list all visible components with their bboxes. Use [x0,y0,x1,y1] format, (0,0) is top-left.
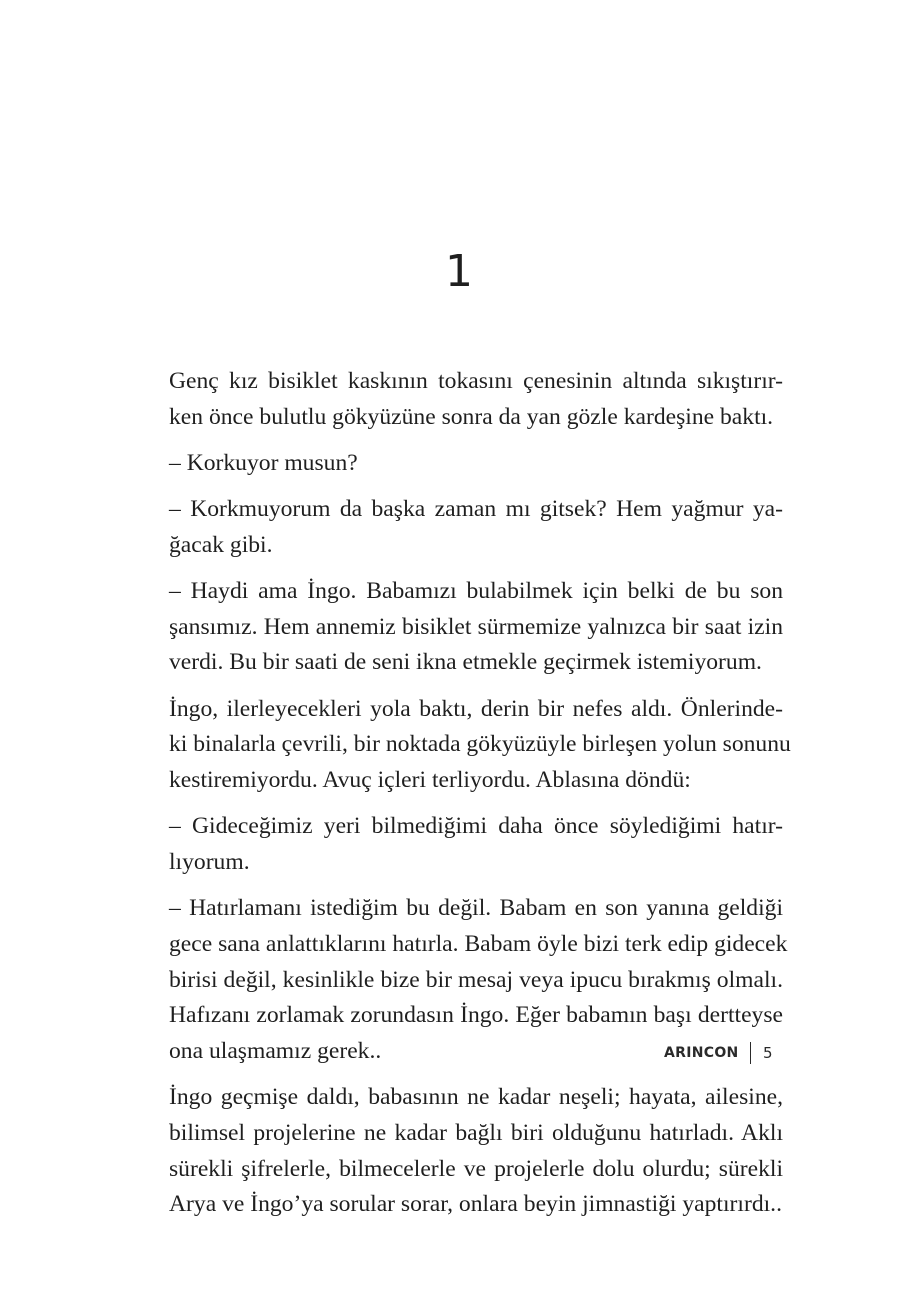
page-number: 5 [763,1044,773,1062]
text-line: şansımız. Hem annemiz bisiklet sürmemize yalnızca bir saat izin [169,613,783,640]
text-line: Genç kız bisiklet kaskının tokasını çenesinin altında sıkıştırır- [169,368,783,394]
text-line: ken önce bulutlu gökyüzüne sonra da yan gözle kardeşine baktı. [169,403,774,430]
text-line: Arya ve İngo’ya sorular sorar, onlara beyin jimnastiği yaptırırdı.. [169,1191,782,1218]
text-line: Hafızanı zorlamak zorundasın İngo. Eğer babamın başı dertteyse [169,1002,783,1029]
chapter-body [137,364,791,1233]
dialogue-paragraph [137,446,783,482]
text-line: sürekli şifrelerle, bilmecelerle ve projelerle dolu olurdu; sürekli [169,1155,783,1182]
text-line: İngo, ilerleyecekleri yola baktı, derin bir nefes aldı. Önlerinde- [169,695,783,722]
text-line: ona ulaşmamız gerek.. [169,1037,382,1064]
paragraph [137,1080,783,1223]
text-line: – Korkmuyorum da başka zaman mı gitsek? Hem yağmur ya- [169,496,783,523]
dialogue-paragraph [137,492,783,563]
running-head: ARINCON [664,1045,739,1061]
paragraph [137,692,791,799]
chapter-number: 1 [445,246,473,297]
text-line: İngo geçmişe daldı, babasının ne kadar neşeli; hayata, ailesine, [169,1084,783,1111]
text-line: lıyorum. [169,848,250,875]
text-line: – Gideceğimiz yeri bilmediğimi daha önce söylediğimi hatır- [169,813,783,840]
text-line: – Korkuyor musun? [169,449,358,476]
text-line: kestiremiyordu. Avuç içleri terliyordu. Ablasına döndü: [169,767,691,794]
text-line: birisi değil, kesinlikle bize bir mesaj veya ipucu bırakmış olmalı. [169,966,783,993]
page-footer [664,1038,773,1068]
text-line: – Haydi ama İngo. Babamızı bulabilmek için belki de bu son [169,578,783,605]
text-line: ğacak gibi. [169,531,273,558]
text-line: gece sana anlattıklarını hatırla. Babam öyle bizi terk edip gidecek [169,930,788,957]
paragraph [137,364,783,435]
dialogue-paragraph [137,574,783,681]
text-line: verdi. Bu bir saati de seni ikna etmekle geçirmek istemiyorum. [169,649,762,676]
dialogue-paragraph [137,809,783,880]
text-line: bilimsel projelerine ne kadar bağlı biri olduğunu hatırladı. Aklı [169,1119,783,1146]
text-line: ki binalarla çevrili, bir noktada gökyüzüyle birleşen yolun sonunu [169,731,791,758]
text-line: – Hatırlamanı istediğim bu değil. Babam en son yanına geldiği [169,895,783,922]
footer-divider [750,1042,752,1064]
